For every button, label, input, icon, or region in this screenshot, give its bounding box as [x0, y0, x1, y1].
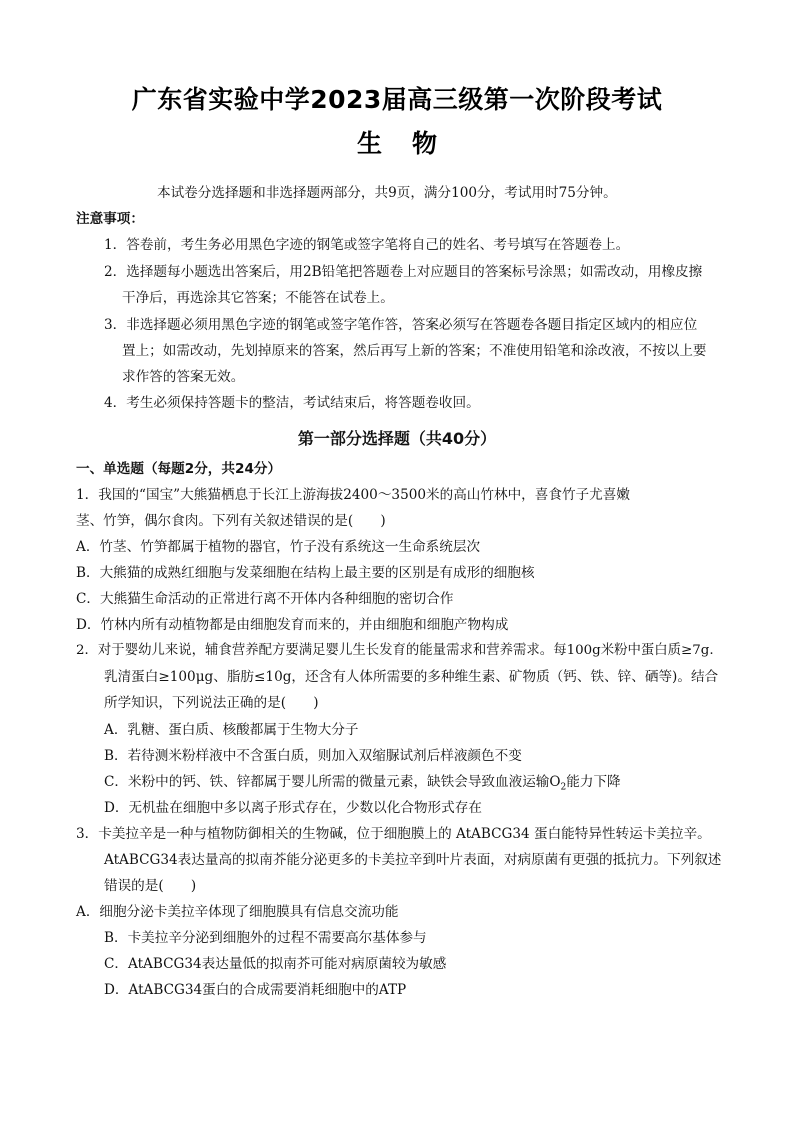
subject-title [0, 124, 794, 160]
section-heading: 一、单选题（每题2分，共24分） [76, 461, 282, 477]
q3-option-b: B．卡美拉辛分泌到细胞外的过程不需要高尔基体参与 [104, 930, 427, 946]
notice-item-1: 1．答卷前，考生务必用黑色字迹的钢笔或签字笔将自己的姓名、考号填写在答题卷上。 [104, 237, 630, 253]
q2-stem-line1: 2．对于婴幼儿来说，辅食营养配方要满足婴儿生长发育的能量需求和营养需求。每100g米粉中蛋白质≥7g. [76, 643, 714, 658]
q1-option-b: B．大熊猫的成熟红细胞与发菜细胞在结构上最主要的区别是有成形的细胞核 [76, 565, 535, 581]
exam-intro: 本试卷分选择题和非选择题两部分，共9页，满分100分，考试用时75分钟。 [157, 185, 617, 201]
q2-option-d: D．无机盐在细胞中多以离子形式存在，少数以化合物形式存在 [104, 800, 482, 816]
part1-title: 第一部分选择题（共40分） [297, 429, 497, 448]
q2-option-c-subscript: 2 [560, 782, 567, 793]
q3-stem-line2: AtABCG34表达量高的拟南芥能分泌更多的卡美拉辛到叶片表面，对病原菌有更强的抵抗力。下列叙述 [104, 852, 722, 868]
q1-stem-line2: 茎、竹笋，偶尔食肉。下列有关叙述错误的是( ) [76, 513, 386, 529]
q2-stem-line3: 所学知识，下列说法正确的是( ) [104, 695, 319, 711]
q3-option-c: C．AtABCG34表达量低的拟南芥可能对病原菌较为敏感 [104, 956, 447, 972]
notice-item-3: 3．非选择题必须用黑色字迹的钢笔或签字笔作答，答案必须写在答题卷各题目指定区域内的相应位 [104, 317, 698, 333]
q3-option-a: A．细胞分泌卡美拉辛体现了细胞膜具有信息交流功能 [76, 904, 399, 920]
notice-item-3-cont: 置上；如需改动，先划掉原来的答案，然后再写上新的答案；不准使用铅笔和涂改液，不按以上要 [122, 343, 707, 359]
subject-char-2: 物 [412, 129, 438, 158]
q2-option-a: A．乳糖、蛋白质、核酸都属于生物大分子 [104, 722, 359, 738]
q3-stem-line1: 3．卡美拉辛是一种与植物防御相关的生物碱，位于细胞膜上的 AtABCG34 蛋白能特异性转运卡美拉辛。 [76, 826, 711, 842]
q1-option-d: D．竹林内所有动植物都是由细胞发育而来的，并由细胞和细胞产物构成 [76, 617, 509, 633]
q1-option-c: C．大熊猫生命活动的正常进行离不开体内各种细胞的密切合作 [76, 591, 454, 607]
exam-title: 广东省实验中学2023届高三级第一次阶段考试 [131, 85, 663, 114]
q2-option-c-text-end: 能力下降 [566, 774, 621, 790]
notice-item-3-cont2: 求作答的答案无效。 [122, 369, 245, 385]
q3-option-d: D．AtABCG34蛋白的合成需要消耗细胞中的ATP [104, 982, 407, 998]
q2-stem-line2: 乳清蛋白≥100μg、脂肪≤10g，还含有人体所需要的多种维生素、矿物质（钙、铁、锌、硒等)。结合 [104, 669, 719, 685]
notice-item-2-cont: 干净后，再选涂其它答案；不能答在试卷上。 [122, 290, 394, 306]
q1-option-a: A．竹茎、竹笋都属于植物的器官，竹子没有系统这一生命系统层次 [76, 539, 481, 555]
q2-option-c [104, 773, 621, 797]
notice-item-4: 4．考生必须保持答题卡的整洁，考试结束后，将答题卷收回。 [104, 395, 480, 411]
q2-option-b: B．若待测米粉样液中不含蛋白质，则加入双缩脲试剂后样液颜色不变 [104, 748, 522, 764]
q3-stem-line3: 错误的是( ) [104, 878, 197, 894]
q1-stem-line1: 1．我国的“国宝”大熊猫栖息于长江上游海拔2400～3500米的高山竹林中，喜食竹子尤喜嫩 [76, 487, 630, 503]
notice-item-2: 2．选择题每小题选出答案后，用2B铅笔把答题卷上对应题目的答案标号涂黑；如需改动，用橡皮擦 [104, 264, 703, 280]
q2-option-c-text: C．米粉中的钙、铁、锌都属于婴儿所需的微量元素，缺铁会导致血液运输O [104, 774, 561, 790]
notice-heading: 注意事项： [76, 211, 144, 227]
subject-char-1: 生 [356, 129, 382, 158]
